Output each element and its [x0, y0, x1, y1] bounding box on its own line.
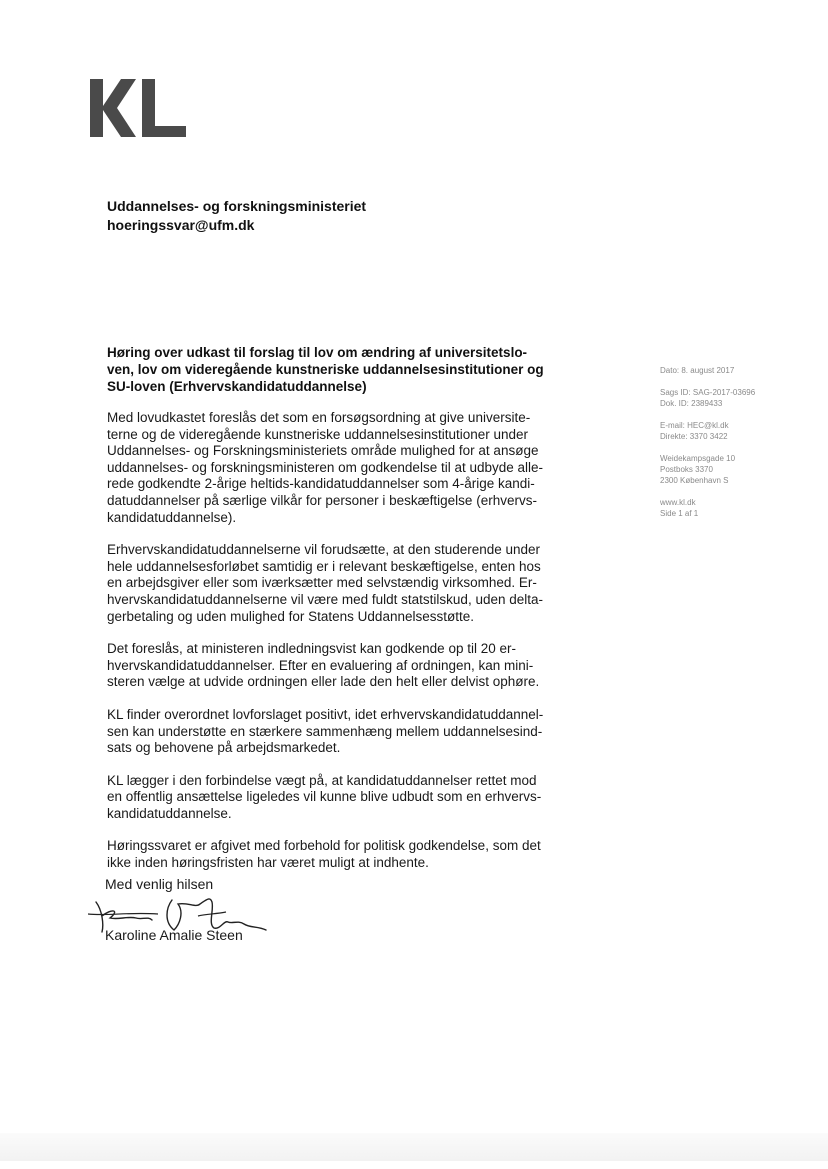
phone-line: Direkte: 3370 3422: [660, 432, 728, 441]
text-line: terne og de videregående kunstneriske uddannelsesinstitutioner under: [107, 426, 529, 442]
text-line: KL lægger i den forbindelse vægt på, at kandidatuddannelser rettet mod: [107, 772, 537, 788]
paragraph: [107, 707, 567, 757]
text-line: hvervskandidatuddannelser. Efter en evaluering af ordningen, kan mini-: [107, 657, 534, 673]
text-line: Uddannelses- og Forskningsministeriets område mulighed for at ansøge: [107, 443, 539, 459]
paragraph: [107, 410, 567, 526]
address-line: Postboks 3370: [660, 465, 713, 474]
subject-line: Høring over udkast til forslag til lov om ændring af universitetslo-: [107, 345, 528, 360]
text-line: ikke inden høringsfristen har været muligt at indhente.: [107, 855, 429, 871]
paragraph: [107, 773, 567, 823]
text-line: en arbejdsgiver eller som iværksætter med selvstændig virksomhed. Er-: [107, 575, 537, 591]
page-number: Side 1 af 1: [660, 509, 699, 518]
text-line: uddannelses- og forskningsministeren om godkendelse til at udbyde alle-: [107, 459, 544, 475]
subject-line: ven, lov om videregående kunstneriske uddannelsesinstitutioner og: [107, 362, 544, 377]
signer-name: Karoline Amalie Steen: [105, 927, 243, 943]
contact-group: [660, 420, 755, 442]
sidebar-info: [660, 365, 755, 530]
doc-id: Dok. ID: 2389433: [660, 399, 723, 408]
recipient-block: [107, 197, 366, 235]
paragraph: [107, 641, 567, 691]
ids-group: [660, 387, 755, 409]
text-line: Det foreslås, at ministeren indledningsvist kan godkende op til 20 er-: [107, 641, 516, 657]
recipient-email: hoeringssvar@ufm.dk: [107, 217, 255, 233]
text-line: kandidatuddannelse.: [107, 805, 232, 821]
paragraph: [107, 542, 567, 625]
text-line: en offentlig ansættelse ligeledes vil kunne blive udbudt som en erhvervs-: [107, 789, 542, 805]
date-line: Dato: 8. august 2017: [660, 366, 735, 375]
case-id: Sags ID: SAG-2017-03696: [660, 388, 756, 397]
email-line: E-mail: HEC@kl.dk: [660, 421, 729, 430]
recipient-name: Uddannelses- og forskningsministeriet: [107, 198, 367, 214]
text-line: Erhvervskandidatuddannelserne vil forudsætte, at den studerende under: [107, 542, 541, 558]
text-line: steren vælge at udvide ordningen eller lade den helt eller delvist ophøre.: [107, 674, 540, 690]
kl-logo: [90, 79, 186, 137]
subject-heading: [107, 344, 567, 395]
text-line: kandidatuddannelse).: [107, 509, 237, 525]
text-line: datuddannelser på særlige vilkår for personer i beskæftigelse (erhvervs-: [107, 492, 537, 508]
address-group: [660, 453, 755, 486]
website-line: www.kl.dk: [660, 498, 696, 507]
text-line: KL finder overordnet lovforslaget positivt, idet erhvervskandidatuddannel-: [107, 706, 544, 722]
text-line: sats og behovene på arbejdsmarkedet.: [107, 740, 341, 756]
letter-body: [107, 344, 567, 888]
paragraph: [107, 838, 567, 871]
text-line: gerbetaling og uden mulighed for Statens Uddannelsesstøtte.: [107, 608, 474, 624]
text-line: hele uddannelsesforløbet samtidig er i relevant beskæftigelse, enten hos: [107, 558, 541, 574]
web-group: [660, 497, 755, 519]
date-group: [660, 365, 755, 376]
closing-text: Med venlig hilsen: [105, 876, 214, 892]
scan-edge: [0, 1133, 828, 1161]
address-line: Weidekampsgade 10: [660, 454, 736, 463]
text-line: sen kan understøtte en stærkere sammenhæng mellem uddannelsesind-: [107, 723, 543, 739]
text-line: Høringssvaret er afgivet med forbehold for politisk godkendelse, som det: [107, 838, 541, 854]
text-line: rede godkendte 2-årige heltids-kandidatuddannelser som 4-årige kandi-: [107, 476, 535, 492]
text-line: Med lovudkastet foreslås det som en forsøgsordning at give universite-: [107, 410, 531, 425]
subject-line: SU-loven (Erhvervskandidatuddannelse): [107, 379, 367, 394]
address-line: 2300 København S: [660, 476, 729, 485]
text-line: hvervskandidatuddannelserne vil være med fuldt statstilskud, uden delta-: [107, 591, 543, 607]
